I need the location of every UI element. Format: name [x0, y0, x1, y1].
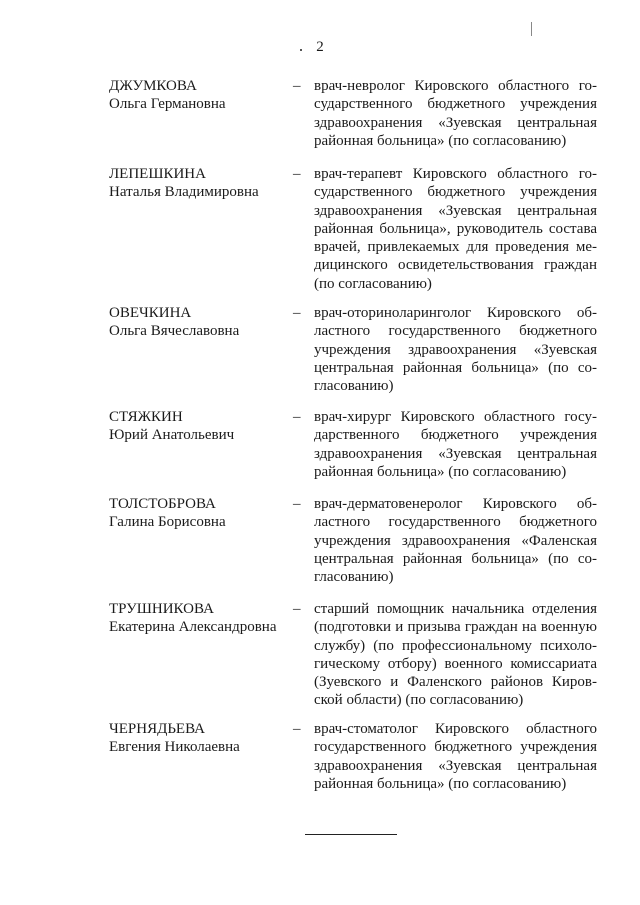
member-surname: СТЯЖКИН	[109, 409, 183, 425]
member-given-name: Наталья Владимировна	[109, 184, 259, 201]
member-name	[109, 165, 284, 202]
member-role	[314, 77, 597, 150]
member-role	[314, 304, 597, 395]
member-name	[109, 720, 284, 757]
role-line: врач-хирург Кировского областного госу-	[314, 409, 597, 425]
role-line: районная больница» (по согласованию)	[314, 132, 567, 149]
role-line: здравоохранения «Зуевская центральная	[314, 445, 597, 462]
scan-speck	[531, 22, 532, 36]
role-line: службу) (по профессиональному психоло-	[314, 637, 597, 654]
role-line: ской области) (по согласованию)	[314, 692, 524, 709]
role-line: учреждения здравоохранения «Фаленская	[314, 532, 597, 549]
role-line: гласованию)	[314, 378, 394, 395]
dash-separator: –	[293, 78, 301, 94]
role-line: районная больница», руководитель состава	[314, 220, 597, 237]
role-line: районная больница» (по согласованию)	[314, 775, 567, 792]
role-line: дицинского освидетельствования граждан	[314, 257, 597, 274]
member-given-name: Юрий Анатольевич	[109, 427, 235, 444]
member-given-name: Екатерина Александровна	[109, 619, 277, 636]
member-given-name: Ольга Вячеславовна	[109, 323, 240, 340]
member-role	[314, 165, 597, 293]
role-line: здравоохранения «Зуевская центральная	[314, 757, 597, 774]
member-role	[314, 408, 597, 481]
member-role	[314, 495, 597, 586]
member-name	[109, 408, 284, 445]
role-line: дарственного бюджетного учреждения	[314, 427, 597, 444]
role-line: врач-терапевт Кировского областного го-	[314, 166, 597, 182]
role-line: врачей, привлекаемых для проведения ме-	[314, 239, 597, 256]
member-name	[109, 304, 284, 341]
role-line: старший помощник начальника отделения	[314, 601, 597, 617]
role-line: учреждения здравоохранения «Зуевская	[314, 341, 597, 358]
dash-separator: –	[293, 601, 301, 617]
role-line: государственного бюджетного учреждения	[314, 739, 597, 756]
member-name	[109, 495, 284, 532]
member-surname: ДЖУМКОВА	[109, 78, 197, 94]
role-line: гласованию)	[314, 569, 394, 586]
role-line: здравоохранения «Зуевская центральная	[314, 114, 597, 131]
role-line: здравоохранения «Зуевская центральная	[314, 202, 597, 219]
role-line: ластного государственного бюджетного	[314, 323, 597, 340]
member-name	[109, 600, 284, 637]
dash-separator: –	[293, 305, 301, 321]
role-line: (подготовки и призыва граждан на военную	[314, 619, 597, 636]
member-surname: ЧЕРНЯДЬЕВА	[109, 721, 205, 737]
role-line: сударственного бюджетного учреждения	[314, 184, 597, 201]
role-line: (Зуевского и Фаленского районов Киров-	[314, 674, 597, 691]
role-line: врач-стоматолог Кировского областного	[314, 721, 597, 737]
member-surname: ТРУШНИКОВА	[109, 601, 214, 617]
member-surname: ОВЕЧКИНА	[109, 305, 192, 321]
dash-separator: –	[293, 166, 301, 182]
member-given-name: Ольга Германовна	[109, 96, 226, 113]
member-surname: ЛЕПЕШКИНА	[109, 166, 206, 182]
role-line: центральная районная больница» (по со-	[314, 550, 597, 567]
member-given-name: Евгения Николаевна	[109, 739, 240, 756]
role-line: гическому отбору) военного комиссариата	[314, 655, 597, 672]
role-line: врач-оториноларинголог Кировского об-	[314, 305, 597, 321]
scan-speck	[300, 49, 302, 51]
role-line: ластного государственного бюджетного	[314, 514, 597, 531]
role-line: сударственного бюджетного учреждения	[314, 96, 597, 113]
dash-separator: –	[293, 496, 301, 512]
end-of-list-rule	[305, 834, 397, 835]
member-role	[314, 720, 597, 793]
dash-separator: –	[293, 721, 301, 737]
page-number: 2	[316, 39, 324, 55]
role-line: врач-невролог Кировского областного го-	[314, 78, 597, 94]
dash-separator: –	[293, 409, 301, 425]
member-surname: ТОЛСТОБРОВА	[109, 496, 216, 512]
role-line: районная больница» (по согласованию)	[314, 463, 567, 480]
role-line: центральная районная больница» (по со-	[314, 359, 597, 376]
member-role	[314, 600, 597, 710]
member-name	[109, 77, 284, 114]
role-line: врач-дерматовенеролог Кировского об-	[314, 496, 597, 512]
member-given-name: Галина Борисовна	[109, 514, 226, 531]
role-line: (по согласованию)	[314, 275, 432, 292]
